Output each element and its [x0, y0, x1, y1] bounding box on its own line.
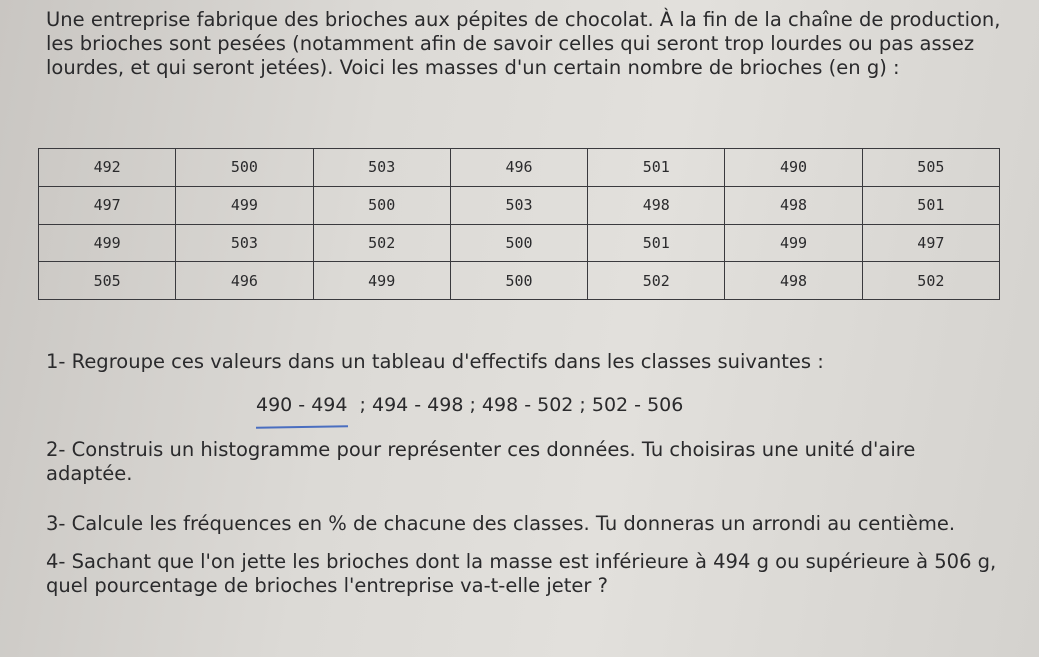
table-cell: 500 — [450, 262, 587, 300]
table-cell: 505 — [39, 262, 176, 300]
table-cell: 499 — [313, 262, 450, 300]
table-cell: 497 — [39, 186, 176, 224]
table-cell: 503 — [450, 186, 587, 224]
table-row — [39, 224, 1000, 262]
table-cell: 498 — [588, 186, 725, 224]
table-cell: 492 — [39, 149, 176, 187]
table-cell: 498 — [725, 186, 862, 224]
table-cell: 496 — [176, 262, 313, 300]
table-cell: 503 — [313, 149, 450, 187]
table-cell: 501 — [588, 149, 725, 187]
table-cell: 498 — [725, 262, 862, 300]
table-cell: 505 — [862, 149, 999, 187]
table-cell: 499 — [39, 224, 176, 262]
table-cell: 499 — [725, 224, 862, 262]
table-cell: 499 — [176, 186, 313, 224]
question-2: 2- Construis un histogramme pour représenter ces données. Tu choisiras une unité d'aire adaptée. — [46, 438, 916, 485]
table-cell: 490 — [725, 149, 862, 187]
table-cell: 502 — [588, 262, 725, 300]
table-row — [39, 186, 1000, 224]
table-cell: 497 — [862, 224, 999, 262]
masses-table — [38, 148, 1000, 300]
question-3: 3- Calcule les fréquences en % de chacune des classes. Tu donneras un arrondi au centième. — [46, 512, 956, 535]
question-1: 1- Regroupe ces valeurs dans un tableau d'effectifs dans les classes suivantes : — [46, 350, 824, 373]
table-cell: 500 — [313, 186, 450, 224]
table-cell: 502 — [862, 262, 999, 300]
pen-underline — [256, 425, 348, 429]
table-cell: 501 — [588, 224, 725, 262]
question-4: 4- Sachant que l'on jette les brioches dont la masse est inférieure à 494 g ou supérieure à 506 g, quel pourcentage de brioches l'entreprise va-t-elle jeter ? — [46, 550, 997, 597]
table-cell: 501 — [862, 186, 999, 224]
table-cell: 500 — [450, 224, 587, 262]
table-row — [39, 262, 1000, 300]
class-intervals: 490 - 494 ; 494 - 498 ; 498 - 502 ; 502 - 506 — [256, 394, 684, 416]
table-cell: 500 — [176, 149, 313, 187]
table-cell: 502 — [313, 224, 450, 262]
table-cell: 496 — [450, 149, 587, 187]
table-cell: 503 — [176, 224, 313, 262]
intro-paragraph: Une entreprise fabrique des brioches aux pépites de chocolat. À la fin de la chaîne de production, les brioches sont pesées (notamment afin de savoir celles qui seront trop lourdes ou pas assez lourdes, et qui seront jetées). Voici les masses d'un certain nombre de brioches (en g) : — [46, 8, 1001, 79]
table-row — [39, 149, 1000, 187]
